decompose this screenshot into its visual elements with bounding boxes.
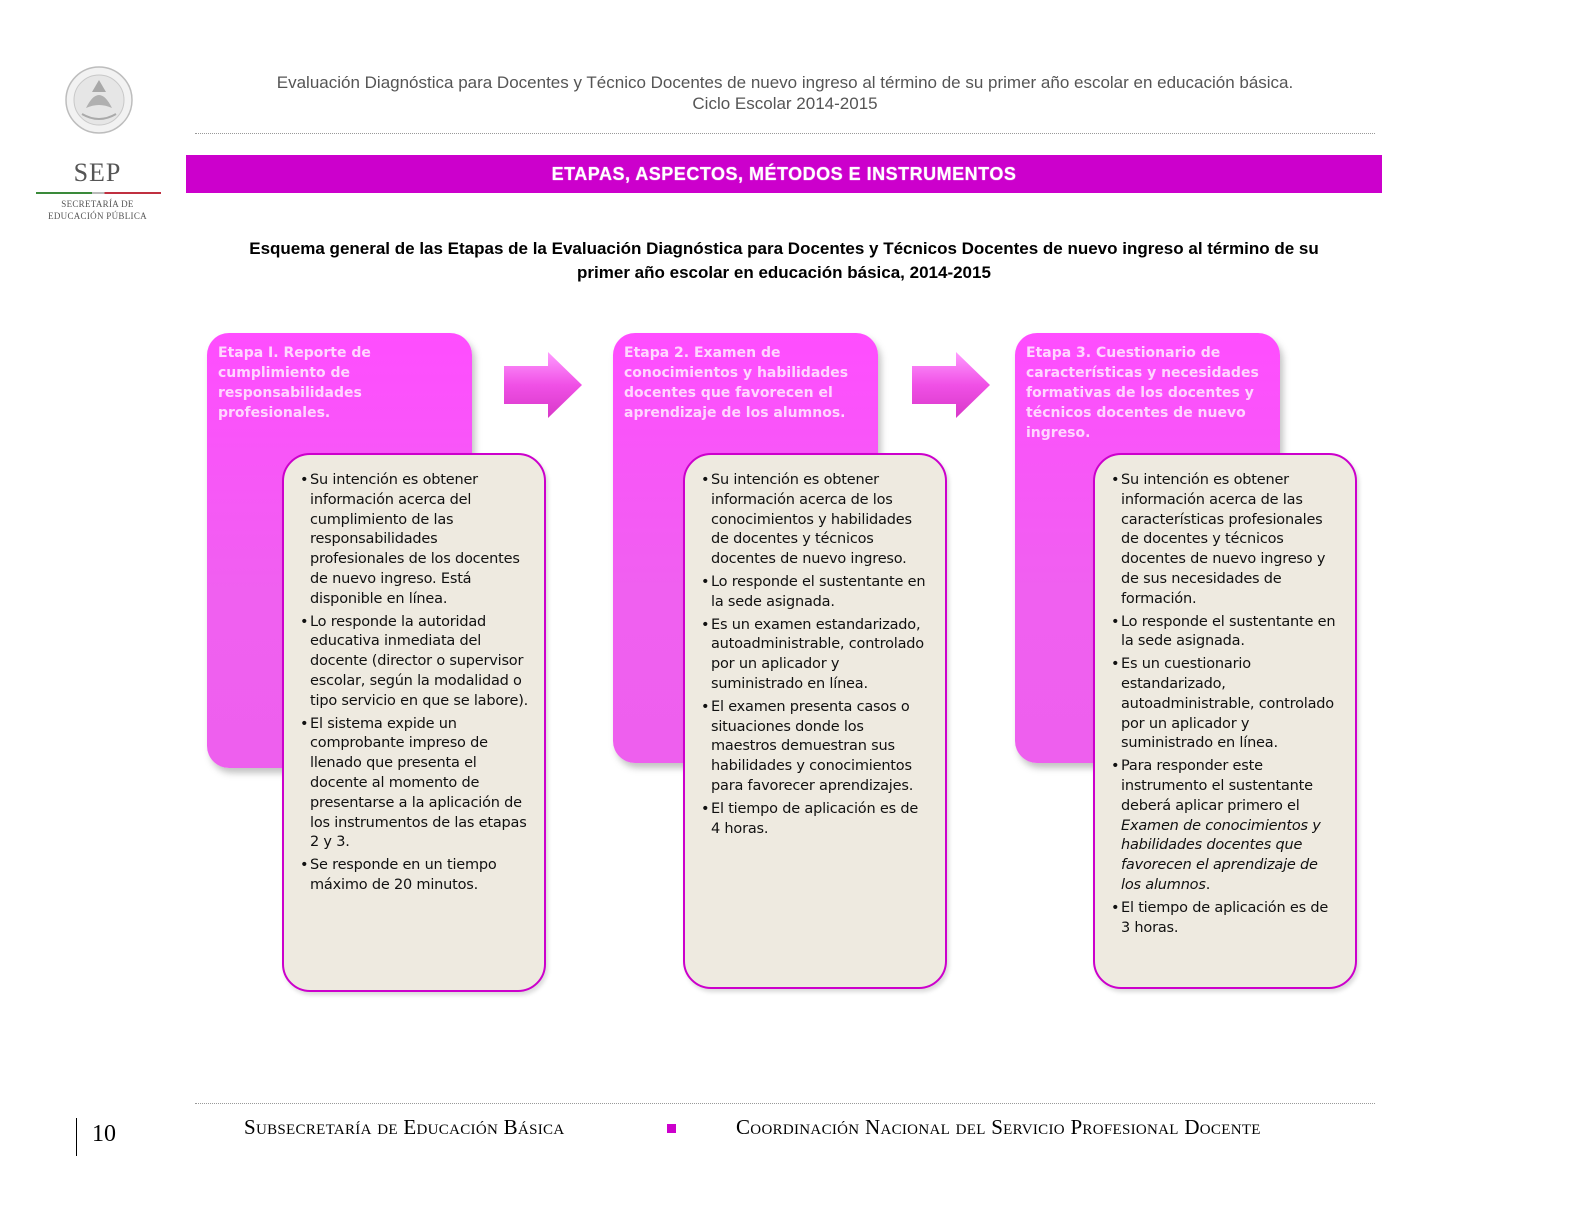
document-header [195, 72, 1375, 114]
mexico-seal-icon [64, 64, 134, 136]
sep-logo-subtitle [30, 198, 165, 222]
stage-3-bullet: • El tiempo de aplicación es de 3 horas. [1111, 899, 1341, 939]
sep-logo [30, 62, 165, 222]
stage-1-bullet: • Su intención es obtener información acerca del cumplimiento de las responsabilidades profesionales de los docentes de nuevo ingreso. Está disponible en línea. [300, 471, 530, 610]
stage-1-bullet: • Se responde en un tiempo máximo de 20 minutos. [300, 856, 530, 896]
stage-3-bullet: • Lo responde el sustentante en la sede asignada. [1111, 613, 1341, 653]
stage-3-bullet-italic: Examen de conocimientos y habilidades docentes que favorecen el aprendizaje de los alumnos [1121, 817, 1321, 893]
stage-2-title: Etapa 2. Examen de conocimientos y habilidades docentes que favorecen el aprendizaje de los alumnos. [624, 345, 849, 421]
stage-3-bullet-list [1095, 455, 1355, 938]
stage-2-bullet: • El tiempo de aplicación es de 4 horas. [701, 800, 931, 840]
footer-divider [195, 1103, 1375, 1104]
stage-3-details [1093, 453, 1357, 989]
arrow-right-icon [504, 352, 584, 418]
sep-logo-subtitle-line2: EDUCACIÓN PÚBLICA [48, 211, 147, 221]
stage-3-bullet: • Es un cuestionario estandarizado, autoadministrable, controlado por un aplicador y suministrado en línea. [1111, 655, 1341, 754]
stage-1-details [282, 453, 546, 992]
stage-1-bullet-list [284, 455, 544, 896]
diagram-title-line1: Esquema general de las Etapas de la Evaluación Diagnóstica para Docentes y Técnicos Docentes de nuevo ingreso al término de su [249, 239, 1319, 258]
stage-2-bullet-list [685, 455, 945, 839]
stage-3-bullet-suffix: . [1205, 876, 1211, 893]
diagram-title [200, 237, 1368, 285]
diagram-title-line2: primer año escolar en educación básica, 2014-2015 [577, 263, 991, 282]
stage-3-bullet [1111, 757, 1341, 896]
sep-logo-name: SEP [73, 158, 122, 187]
page-number-bar [76, 1118, 77, 1156]
footer-left-text: Subsecretaría de Educación Básica [244, 1115, 565, 1139]
stage-2-bullet: • El examen presenta casos o situaciones donde los maestros demuestran sus habilidades y conocimientos para favorecer aprendizajes. [701, 698, 931, 797]
sep-logo-subtitle-line1: SECRETARÍA DE [61, 199, 134, 209]
stage-2-bullet: • Su intención es obtener información acerca de los conocimientos y habilidades de docentes y técnicos docentes de nuevo ingreso. [701, 471, 931, 570]
sep-logo-divider [36, 192, 161, 194]
section-banner [186, 155, 1382, 193]
stage-1-bullet: • Lo responde la autoridad educativa inmediata del docente (director o supervisor escolar, según la modalidad o tipo servicio en que se labore). [300, 613, 530, 712]
stage-1-title: Etapa I. Reporte de cumplimiento de responsabilidades profesionales. [218, 345, 371, 421]
footer-right-text: Coordinación Nacional del Servicio Profesional Docente [736, 1115, 1261, 1139]
header-line1: Evaluación Diagnóstica para Docentes y Técnico Docentes de nuevo ingreso al término de su primer año escolar en educación básica. [276, 73, 1294, 92]
footer-separator-icon [667, 1124, 676, 1133]
stage-2-bullet: • Lo responde el sustentante en la sede asignada. [701, 573, 931, 613]
stage-2-details [683, 453, 947, 989]
stage-3-bullet: • Su intención es obtener información acerca de las características profesionales de docentes y técnicos docentes de nuevo ingreso y de sus necesidades de formación. [1111, 471, 1341, 610]
stage-3-bullet-prefix: Para responder este instrumento el sustentante deberá aplicar primero el [1121, 758, 1313, 814]
stage-3-title: Etapa 3. Cuestionario de características y necesidades formativas de los docentes y técnicos docentes de nuevo ingreso. [1026, 345, 1259, 441]
banner-title: ETAPAS, ASPECTOS, MÉTODOS E INSTRUMENTOS [551, 164, 1017, 184]
header-divider [195, 133, 1375, 134]
arrow-right-icon [912, 352, 992, 418]
header-line2: Ciclo Escolar 2014-2015 [692, 94, 878, 113]
stage-1-bullet: • El sistema expide un comprobante impreso de llenado que presenta el docente al momento de presentarse a la aplicación de los instrumentos de las etapas 2 y 3. [300, 715, 530, 854]
page-number: 10 [92, 1121, 116, 1147]
stage-2-bullet: • Es un examen estandarizado, autoadministrable, controlado por un aplicador y suministrado en línea. [701, 616, 931, 695]
